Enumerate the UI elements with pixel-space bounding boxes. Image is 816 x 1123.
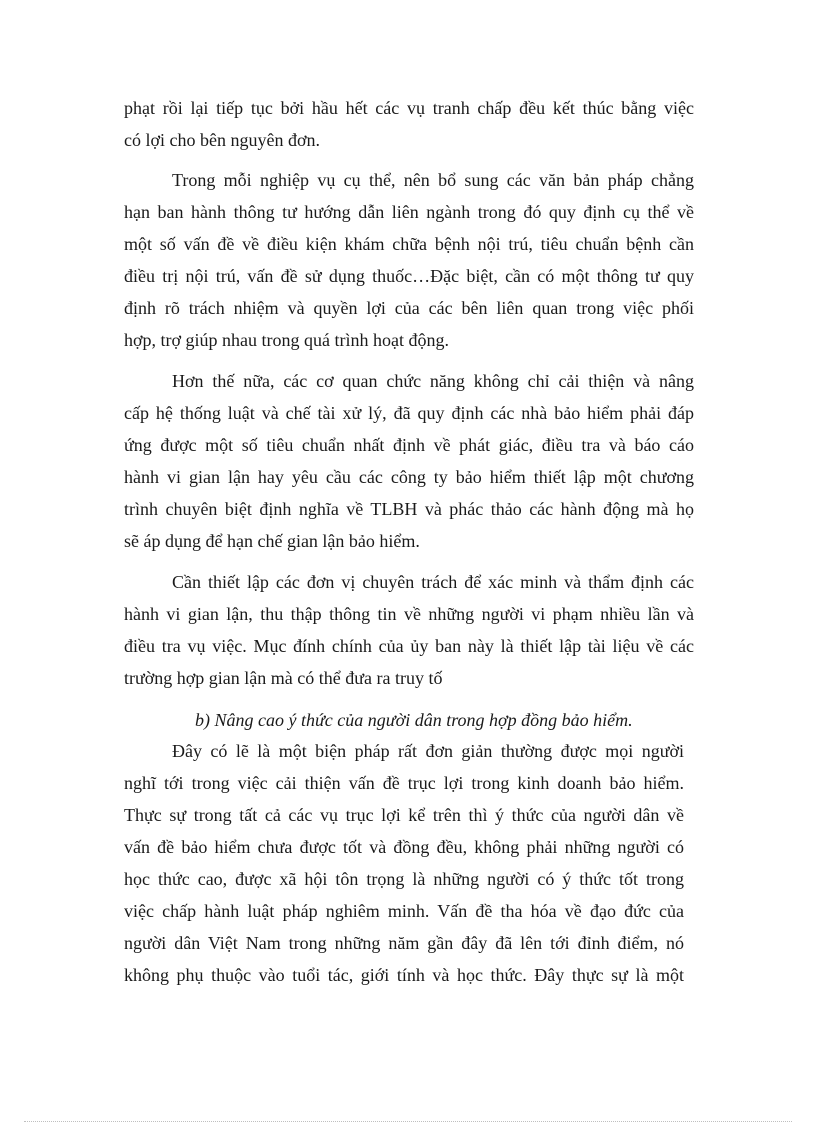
text-line: hành vi gian lận, thu thập thông tin về những người vi phạm nhiều lần và [124, 604, 694, 624]
text-line: người dân Việt Nam trong những năm gần đây đã lên tới đỉnh điểm, nó [124, 933, 684, 953]
paragraph-3 [124, 365, 694, 557]
section-subheading: b) Nâng cao ý thức của người dân trong hợp đồng bảo hiểm. [195, 710, 633, 730]
text-line: Thực sự trong tất cả các vụ trục lợi kể trên thì ý thức của người dân về [124, 805, 684, 825]
text-line: sẽ áp dụng để hạn chế gian lận bảo hiểm. [124, 531, 420, 551]
text-line: Đây có lẽ là một biện pháp rất đơn giản thường được mọi người [172, 741, 684, 761]
text-line: vấn đề bảo hiểm chưa được tốt và đồng đều, không phải những người có [124, 837, 684, 857]
text-line: ứng được một số tiêu chuẩn nhất định về phát giác, điều tra và báo cáo [124, 435, 694, 455]
text-line: Hơn thế nữa, các cơ quan chức năng không chỉ cải thiện và nâng [172, 371, 694, 391]
paragraph-4 [124, 566, 694, 694]
text-line: điều tra vụ việc. Mục đính chính của ủy ban này là thiết lập tài liệu về các [124, 636, 694, 656]
text-line: không phụ thuộc vào tuổi tác, giới tính và học thức. Đây thực sự là một [124, 965, 684, 985]
paragraph-5 [124, 735, 684, 991]
text-line: cấp hệ thống luật và chế tài xử lý, đã quy định các nhà bảo hiểm phải đáp [124, 403, 694, 423]
text-line: điều trị nội trú, vấn đề sử dụng thuốc…Đặc biệt, cần có một thông tư quy [124, 266, 694, 286]
text-line: một số vấn đề về điều kiện khám chữa bệnh nội trú, tiêu chuẩn bệnh cần [124, 234, 694, 254]
text-line: hạn ban hành thông tư hướng dẫn liên ngành trong đó quy định cụ thể về [124, 202, 694, 222]
text-line: Trong mỗi nghiệp vụ cụ thể, nên bổ sung các văn bản pháp chẳng [172, 170, 694, 190]
text-line: trình chuyên biệt định nghĩa về TLBH và phác thảo các hành động mà họ [124, 499, 694, 519]
text-line: nghĩ tới trong việc cải thiện vấn đề trục lợi trong kinh doanh bảo hiểm. [124, 773, 684, 793]
paragraph-1 [124, 92, 694, 156]
text-line: có lợi cho bên nguyên đơn. [124, 130, 320, 150]
text-line: việc chấp hành luật pháp nghiêm minh. Vấn đề tha hóa về đạo đức của [124, 901, 684, 921]
text-line: định rõ trách nhiệm và quyền lợi của các bên liên quan trong việc phối [124, 298, 694, 318]
text-line: hành vi gian lận hay yêu cầu các công ty bảo hiểm thiết lập một chương [124, 467, 694, 487]
text-line: hợp, trợ giúp nhau trong quá trình hoạt động. [124, 330, 449, 350]
text-line: trường hợp gian lận mà có thể đưa ra truy tố [124, 668, 443, 688]
text-line: phạt rồi lại tiếp tục bởi hầu hết các vụ tranh chấp đều kết thúc bằng việc [124, 98, 694, 118]
text-line: Cần thiết lập các đơn vị chuyên trách để xác minh và thẩm định các [172, 572, 694, 592]
page-bottom-rule [24, 1121, 792, 1122]
paragraph-2 [124, 164, 694, 356]
text-line: học thức cao, được xã hội tôn trọng là những người có ý thức tốt trong [124, 869, 684, 889]
